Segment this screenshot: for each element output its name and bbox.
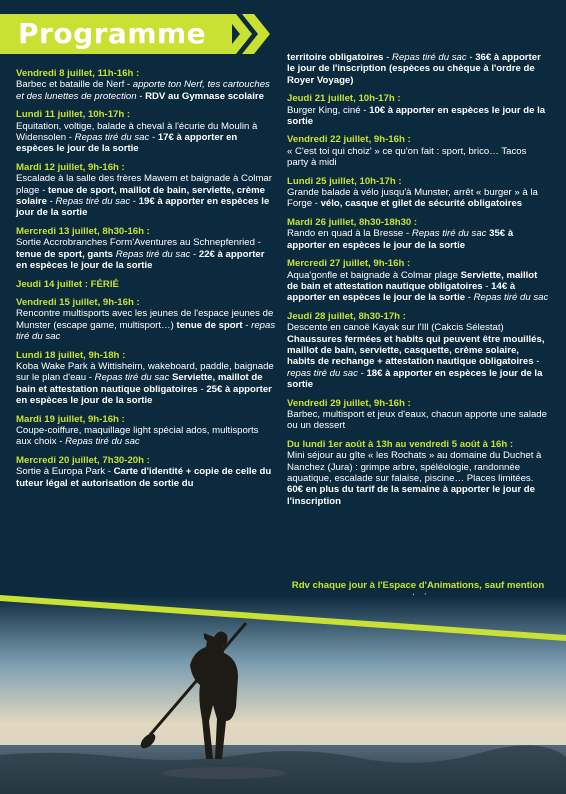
event-text: 36€ à apporter le jour de l'inscription (espèces ou chèque à l'ordre de Royer Voyage) [287, 52, 541, 86]
event-text: 60€ en plus du tarif de la semaine à apporter le jour de l'inscription [287, 484, 535, 507]
meeting-note: Rdv chaque jour à l'Espace d'Animations, sauf mention [291, 580, 545, 591]
event-text: 14€ à apporter en espèces le jour de la sortie [287, 280, 516, 304]
event-description [16, 79, 276, 102]
event-date: Mercredi 20 juillet, 7h30-20h : [16, 454, 150, 466]
event-item [16, 455, 276, 489]
event-text: - [190, 248, 199, 260]
event-description [16, 173, 276, 219]
event-date: Jeudi 14 juillet : FÉRIÉ [16, 278, 119, 290]
event-item [287, 217, 549, 251]
event-text: - [197, 383, 207, 395]
event-text: vélo, casque et gilet de sécurité obligatoires [320, 198, 523, 210]
event-text: 19€ à apporter en espèces le jour de la sortie [16, 196, 270, 219]
event-text: Aqua'gonfle et baignade à Colmar plage [287, 269, 461, 281]
event-text: Burger King, ciné - [287, 104, 370, 116]
event-text: tenue de sport, maillot de bain, serviette, crème solaire [16, 184, 265, 208]
event-text: apporte ton Nerf, tes cartouches et des lunettes de protection [16, 79, 270, 102]
event-description [287, 270, 549, 304]
event-text: - [383, 52, 393, 63]
event-description [287, 187, 549, 210]
event-item [16, 414, 276, 448]
right-column [287, 52, 549, 514]
event-item [16, 279, 276, 290]
event-item [16, 162, 276, 219]
event-description [16, 466, 276, 489]
event-text: Rencontre multisports avec les jeunes de l'espace jeunes de Munster (escape game, multisport…) [16, 308, 274, 331]
event-text: - [465, 292, 474, 304]
event-item [287, 93, 549, 127]
event-date: Mercredi 13 juillet, 8h30-16h : [16, 225, 150, 237]
event-text: RDV au Gymnase scolaire [145, 90, 264, 102]
event-item [287, 258, 549, 304]
event-text: - [482, 280, 492, 292]
page-title: Programme [18, 17, 207, 50]
event-description [16, 361, 276, 407]
event-text: - [149, 132, 158, 144]
event-text: Repas tiré du sac [55, 196, 131, 208]
event-description [287, 322, 549, 390]
event-text: tenue de sport [176, 319, 243, 331]
event-text: - [466, 52, 476, 63]
event-date: Lundi 18 juillet, 9h-18h : [16, 349, 126, 361]
event-item [16, 297, 276, 343]
event-text: 22€ à apporter en espèces le jour de la sortie [16, 248, 265, 272]
event-text: Barbec et bataille de Nerf - [16, 79, 133, 91]
event-text: « C'est toi qui choiz' » ce qu'on fait : sport, brico… Tacos party à midi [287, 145, 527, 169]
event-date: Jeudi 21 juillet, 10h-17h : [287, 93, 401, 105]
event-description [287, 52, 549, 86]
event-item [287, 398, 549, 432]
event-text: - [130, 196, 139, 208]
event-item [16, 109, 276, 155]
event-text: Repas tiré du sac [94, 372, 170, 384]
paddleboard-photo [0, 595, 566, 794]
event-date: Mercredi 27 juillet, 9h-16h : [287, 258, 411, 270]
event-text: Sortie Accrobranches Form'Aventures au Schnepfenried - [16, 237, 261, 249]
event-text: tenue de sport, gants [16, 248, 114, 260]
event-text: Descente en canoë Kayak sur l'Ill (Cakcis Sélestat) [287, 322, 504, 334]
event-text: Barbec, multisport et jeux d'eaux, chacun apporte une salade ou un dessert [287, 408, 547, 432]
event-description [287, 228, 549, 251]
event-date: Du lundi 1er août à 13h au vendredi 5 août à 16h : [287, 438, 514, 450]
event-text: Equitation, voltige, balade à cheval à l'écurie du Moulin à Widensolen - [16, 120, 258, 144]
event-description [287, 409, 549, 432]
event-item [287, 52, 549, 86]
event-text: Serviette, maillot de bain et attestation nautique obligatoires [16, 372, 263, 395]
event-text: Serviette, maillot de bain et attestation nautique obligatoires [287, 269, 538, 292]
event-text: - [46, 196, 56, 208]
event-date: Vendredi 29 juillet, 9h-16h : [287, 397, 411, 409]
event-item [287, 311, 549, 391]
event-text: Grande balade à vélo jusqu'à Munster, arrêt « burger » à la Forge - [287, 187, 538, 210]
event-text: Carte d'identité + copie de celle du tuteur légal et autorisation de sortie du [16, 466, 272, 489]
event-text: 18€ à apporter en espèces le jour de la sortie [287, 367, 543, 391]
event-text: - [533, 356, 540, 368]
event-date: Vendredi 8 juillet, 11h-16h : [16, 68, 140, 79]
event-text: Repas tiré du sac [74, 132, 150, 144]
event-text: territoire obligatoires [287, 52, 384, 63]
event-text: Koba Wake Park à Wittisheim, wakeboard, paddle, baignade sur le plan d'eau - [16, 360, 274, 384]
event-description [16, 425, 276, 448]
event-description [287, 146, 549, 169]
event-text: Sortie à Europa Park - [16, 466, 114, 478]
event-item [16, 68, 276, 102]
event-text: repas tiré du sac [16, 319, 276, 343]
event-text: Repas tiré du sac [115, 248, 191, 260]
event-text: Repas tiré du sac [65, 436, 140, 448]
event-text: Escalade à la salle des frères Mawem et baignade à Colmar plage - [16, 173, 272, 196]
event-text: Mini séjour au gîte « les Rochats » au domaine du Duchet à Nanchez (Jura) : grimpe arbre, spéléologie, randonnée aquatique, escalade sur falaise, piscine… Places limitées. [287, 450, 542, 484]
event-description [287, 105, 549, 128]
event-text: 10€ à apporter en espèces le jour de la sortie [287, 104, 546, 128]
event-date: Mardi 26 juillet, 8h30-18h30 : [287, 216, 418, 228]
event-text: 25€ à apporter en espèces le jour de la sortie [16, 383, 272, 407]
event-date: Vendredi 22 juillet, 9h-16h : [287, 134, 411, 146]
event-text: 17€ à apporter en espèces le jour de la sortie [16, 132, 238, 155]
event-description [16, 237, 276, 271]
event-text: Rando en quad à la Bresse - [287, 228, 412, 240]
event-text: Chaussures fermées et habits qui peuvent être mouillés, maillot de bain, serviette, casquette, crème solaire, habits de rechange + attestation nautique obligatoires [287, 333, 545, 368]
event-item [287, 176, 549, 210]
event-date: Mardi 12 juillet, 9h-16h : [16, 161, 125, 173]
event-item [16, 350, 276, 407]
event-item [287, 134, 549, 168]
event-description [16, 308, 276, 342]
left-column [16, 68, 276, 496]
event-item [16, 226, 276, 272]
event-date: Vendredi 15 juillet, 9h-16h : [16, 296, 140, 308]
chevrons-icon [224, 14, 284, 54]
event-date: Lundi 25 juillet, 10h-17h : [287, 175, 402, 187]
event-text: repas tiré du sac [287, 367, 358, 379]
event-text: 35€ à apporter en espèces le jour de la sortie [287, 228, 514, 251]
event-date: Jeudi 28 juillet, 8h30-17h : [287, 310, 406, 322]
event-text: Coupe-coiffure, maquillage light spécial ados, multisports aux choix - [16, 424, 259, 448]
event-date: Mardi 19 juillet, 9h-16h : [16, 413, 125, 425]
event-text: - [136, 90, 146, 102]
event-text: Repas tiré du sac [411, 228, 487, 240]
event-text: - [357, 367, 367, 379]
event-text: - [242, 319, 252, 331]
event-text: Repas tiré du sac [392, 52, 467, 63]
event-date: Lundi 11 juillet, 10h-17h : [16, 109, 131, 121]
event-text: Repas tiré du sac [473, 292, 549, 304]
event-description [287, 450, 549, 507]
event-description [16, 121, 276, 155]
event-item [287, 439, 549, 507]
